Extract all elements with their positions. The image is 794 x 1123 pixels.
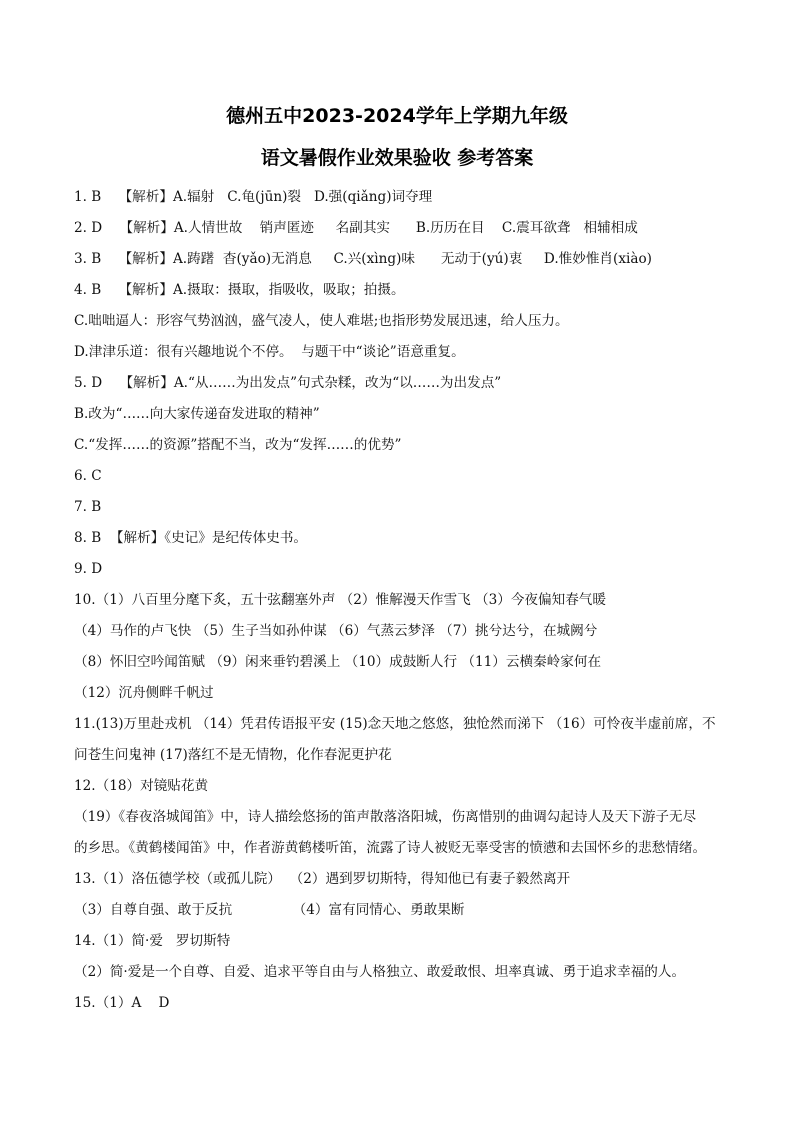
answer-list bbox=[74, 182, 734, 1019]
answer-line-12b: （19）《春夜洛城闻笛》中，诗人描绘悠扬的笛声散落洛阳城，伤离惜别的曲调勾起诗人及天下游子无尽 bbox=[74, 809, 697, 825]
answer-line-11: 11.(13)万里赴戎机 （14）凭君传语报平安 (15)念天地之悠悠，独怆然而涕下 （16）可怜夜半虚前席，不 bbox=[74, 716, 716, 732]
answer-line-10c: （8）怀旧空吟闻笛赋 （9）闲来垂钓碧溪上 （10）成鼓断人行 （11）云横秦岭家何在 bbox=[74, 654, 602, 670]
answer-line-2: 2. D 【解析】A.人情世故 销声匿迹 名副其实 B.历历在目 C.震耳欲聋 相辅相成 bbox=[74, 220, 638, 236]
answer-line-1: 1. B 【解析】A.辐射 C.龟(jūn)裂 D.强(qiǎng)词夺理 bbox=[74, 189, 433, 205]
answer-line-12: 12.（18）对镜贴花黄 bbox=[74, 778, 209, 794]
answer-line-5c: C.“发挥……的资源”搭配不当，改为“发挥……的优势” bbox=[74, 437, 402, 453]
answer-line-12c: 的乡思。《黄鹤楼闻笛》中，作者游黄鹤楼听笛，流露了诗人被贬无辜受害的愤懑和去国怀乡的悲愁情绪。 bbox=[74, 840, 707, 856]
answer-line-10b: （4）马作的卢飞快 （5）生子当如孙仲谋 （6）气蒸云梦泽 （7）挑兮达兮，在城阙兮 bbox=[74, 623, 598, 639]
answer-line-13b: （3）自尊自强、敢于反抗 （4）富有同情心、勇敢果断 bbox=[74, 902, 465, 918]
answer-line-10: 10.（1）八百里分麾下炙，五十弦翻塞外声 （2）惟解漫天作雪飞 （3）今夜偏知春气暖 bbox=[74, 592, 606, 608]
document-subtitle: 语文暑假作业效果验收 参考答案 bbox=[260, 147, 534, 169]
answer-line-13: 13.（1）洛伍德学校（或孤儿院） （2）遇到罗切斯特，得知他已有妻子毅然离开 bbox=[74, 871, 571, 887]
answer-line-3: 3. B 【解析】A.踌躇 杳(yǎo)无消息 C.兴(xìng)味 无动于(yú)衷 D.惟妙惟肖(xiào) bbox=[74, 251, 652, 267]
answer-line-7: 7. B bbox=[74, 499, 102, 515]
answer-line-4c: C.咄咄逼人：形容气势汹汹，盛气凌人，使人难堪;也指形势发展迅速，给人压力。 bbox=[74, 313, 569, 329]
answer-line-10d: （12）沉舟侧畔千帆过 bbox=[74, 685, 214, 701]
answer-line-8: 8. B 【解析】《史记》是纪传体史书。 bbox=[74, 530, 308, 546]
answer-line-5: 5. D 【解析】A.“从……为出发点”句式杂糅，改为“以……为出发点” bbox=[74, 375, 502, 391]
answer-line-14b: （2）简·爱是一个自尊、自爱、追求平等自由与人格独立、敢爱敢恨、坦率真诚、勇于追求幸福的人。 bbox=[74, 964, 686, 980]
answer-line-6: 6. C bbox=[74, 468, 102, 484]
answer-line-14: 14.（1）简·爱 罗切斯特 bbox=[74, 933, 231, 949]
answer-line-5b: B.改为“……向大家传递奋发进取的精神” bbox=[74, 406, 320, 422]
answer-line-9: 9. D bbox=[74, 561, 103, 577]
answer-line-4: 4. B 【解析】A.摄取：摄取，指吸收，吸取；拍摄。 bbox=[74, 282, 405, 298]
answer-line-11b: 问苍生问鬼神 (17)落红不是无情物，化作春泥更护花 bbox=[74, 747, 392, 763]
answer-line-4d: D.津津乐道：很有兴趣地说个不停。 与题干中“谈论”语意重复。 bbox=[74, 344, 465, 360]
document-title: 德州五中2023-2024学年上学期九年级 bbox=[226, 105, 568, 127]
answer-line-15: 15.（1）A D bbox=[74, 995, 170, 1011]
